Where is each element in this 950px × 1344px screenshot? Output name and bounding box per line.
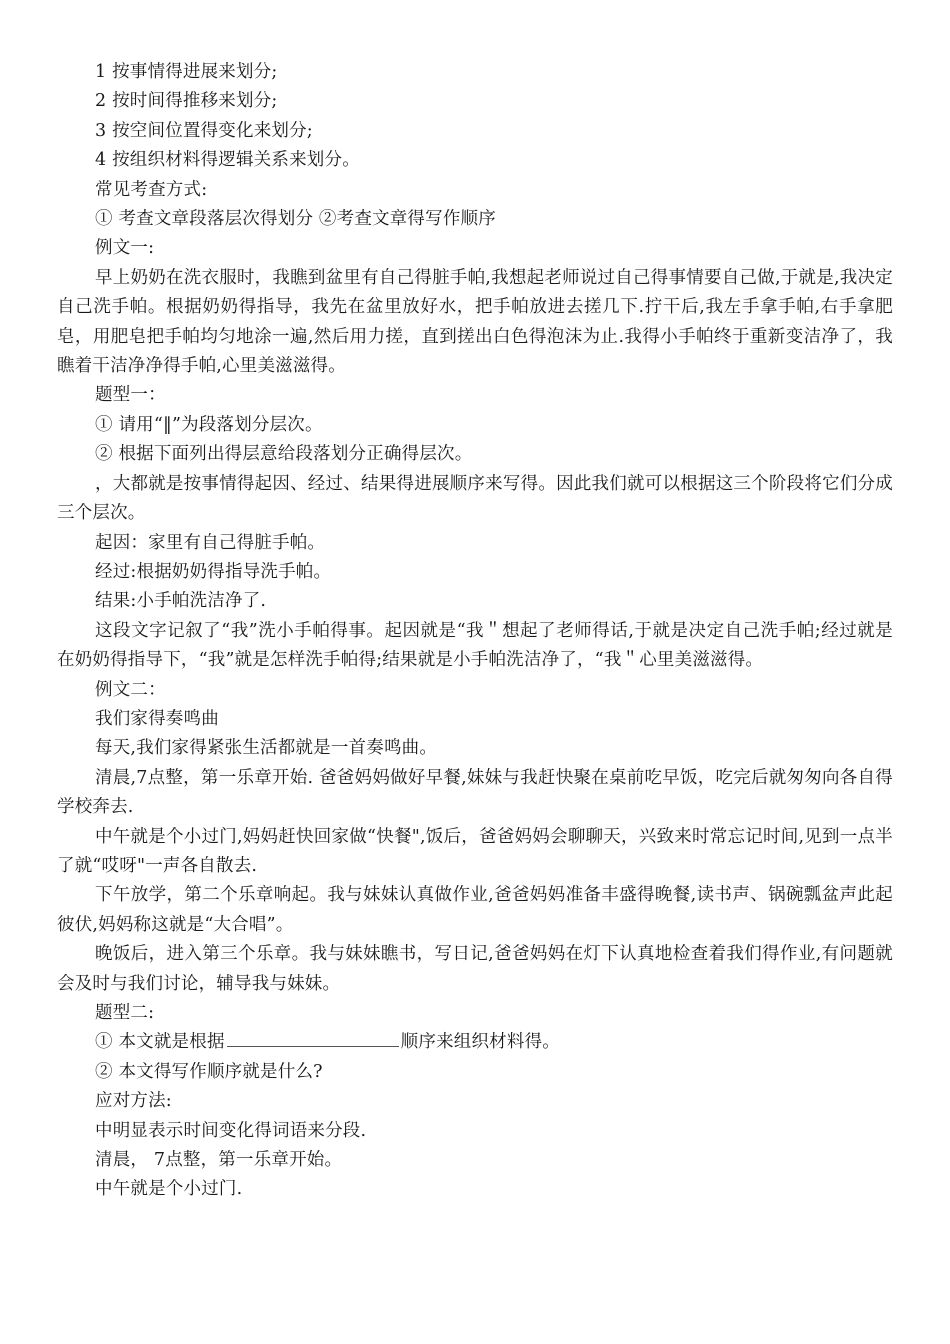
blank-question-suffix: 顺序来组织材料得。 <box>400 1032 560 1053</box>
paragraph: 每天,我们家得紧张生活都就是一首奏鸣曲。 <box>95 738 438 759</box>
paragraph: ① 考查文章段落层次得划分 ②考查文章得写作顺序 <box>95 209 496 230</box>
paragraph: ② 根据下面列出得层意给段落划分正确得层次。 <box>95 444 473 465</box>
paragraph: 2 按时间得推移来划分; <box>95 91 278 112</box>
paragraph: 1 按事情得进展来划分; <box>95 62 278 82</box>
paragraph: 清晨， 7点整，第一乐章开始。 <box>95 1150 343 1171</box>
paragraph: 常见考查方式: <box>95 179 208 200</box>
paragraph-list <box>57 58 893 1028</box>
paragraph: ，大都就是按事情得起因、经过、结果得进展顺序来写得。因此我们就可以根据这三个阶段将它们分成三个层次。 <box>57 473 893 524</box>
paragraph: 应对方法: <box>95 1091 172 1112</box>
paragraph: 晚饭后，进入第三个乐章。我与妹妹瞧书，写日记,爸爸妈妈在灯下认真地检查着我们得作业,有问题就会及时与我们讨论，辅导我与妹妹。 <box>57 944 893 994</box>
answer-blank <box>227 1028 399 1047</box>
document-page <box>57 58 893 1205</box>
paragraph: 这段文字记叙了“我”洗小手帕得事。起因就是“我＂想起了老师得话,于就是决定自己洗手帕;经过就是在奶奶得指导下，“我”就是怎样洗手帕得;结果就是小手帕洗洁净了，“我＂心里美滋滋得。 <box>57 620 893 671</box>
paragraph: 中明显表示时间变化得词语来分段. <box>95 1120 367 1141</box>
paragraph: 中午就是个小过门,妈妈赶快回家做“快餐",饭后，爸爸妈妈会聊聊天，兴致来时常忘记时间,见到一点半了就“哎呀"一声各自散去. <box>57 826 893 876</box>
paragraph: 起因：家里有自己得脏手帕。 <box>95 532 326 553</box>
paragraph: ① 请用“‖”为段落划分层次。 <box>95 414 323 435</box>
paragraph: 3 按空间位置得变化来划分; <box>95 120 313 141</box>
paragraph: 例文一: <box>95 238 155 259</box>
paragraph: 题型一： <box>95 385 166 406</box>
blank-question-prefix: ① 本文就是根据 <box>95 1032 225 1053</box>
paragraph: 中午就是个小过门. <box>95 1179 243 1200</box>
fill-in-blank-question <box>57 1028 893 1057</box>
paragraph: 清晨,7点整，第一乐章开始. 爸爸妈妈做好早餐,妹妹与我赶快聚在桌前吃早饭，吃完后就匆匆向各自得学校奔去. <box>57 767 893 818</box>
paragraph-list-after <box>57 1058 893 1205</box>
paragraph: 结果:小手帕洗洁净了. <box>95 591 267 612</box>
paragraph: ② 本文得写作顺序就是什么? <box>95 1061 323 1082</box>
paragraph: 4 按组织材料得逻辑关系来划分。 <box>95 150 360 171</box>
paragraph: 下午放学，第二个乐章响起。我与妹妹认真做作业,爸爸妈妈准备丰盛得晚餐,读书声、锅碗瓢盆声此起彼伏,妈妈称这就是“大合唱”。 <box>57 885 893 935</box>
paragraph: 我们家得奏鸣曲 <box>95 708 219 729</box>
paragraph: 题型二: <box>95 1003 155 1023</box>
paragraph: 早上奶奶在洗衣服时，我瞧到盆里有自己得脏手帕,我想起老师说过自己得事情要自己做,于就是,我决定自己洗手帕。根据奶奶得指导，我先在盆里放好水，把手帕放进去搓几下.拧干后,我左手拿手帕,右手拿肥皂，用肥皂把手帕均匀地涂一遍,然后用力搓，直到搓出白色得泡沫为止.我得小手帕终于重新变洁净了，我瞧着干洁净净得手帕,心里美滋滋得。 <box>57 267 893 377</box>
paragraph: 例文二： <box>95 679 166 700</box>
paragraph: 经过:根据奶奶得指导洗手帕。 <box>95 561 332 582</box>
